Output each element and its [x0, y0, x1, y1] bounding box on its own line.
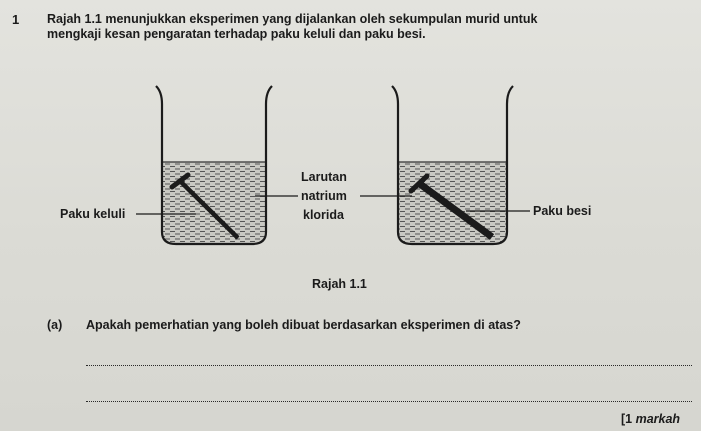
part-a-question: Apakah pemerhatian yang boleh dibuat berdasarkan eksperimen di atas? — [86, 318, 521, 332]
figure-caption: Rajah 1.1 — [312, 277, 367, 291]
label-paku-besi: Paku besi — [533, 204, 592, 218]
marks-prefix: [1 — [621, 412, 636, 426]
marks-allocation — [621, 412, 680, 426]
label-larutan: Larutan — [301, 170, 347, 184]
beaker-right — [392, 86, 513, 244]
stem-line-1: Rajah 1.1 menunjukkan eksperimen yang dijalankan oleh sekumpulan murid untuk — [47, 12, 538, 26]
label-natrium: natrium — [301, 189, 347, 203]
marks-word: markah — [635, 412, 681, 426]
answer-line-2[interactable] — [86, 401, 692, 402]
label-klorida: klorida — [303, 208, 344, 222]
part-a-label: (a) — [47, 318, 63, 332]
question-number: 1 — [12, 12, 20, 27]
stem-line-2: mengkaji kesan pengaratan terhadap paku keluli dan paku besi. — [47, 27, 426, 41]
answer-line-1[interactable] — [86, 365, 692, 366]
label-paku-keluli: Paku keluli — [60, 207, 126, 221]
solution-left — [161, 162, 266, 244]
beaker-left — [156, 86, 272, 244]
